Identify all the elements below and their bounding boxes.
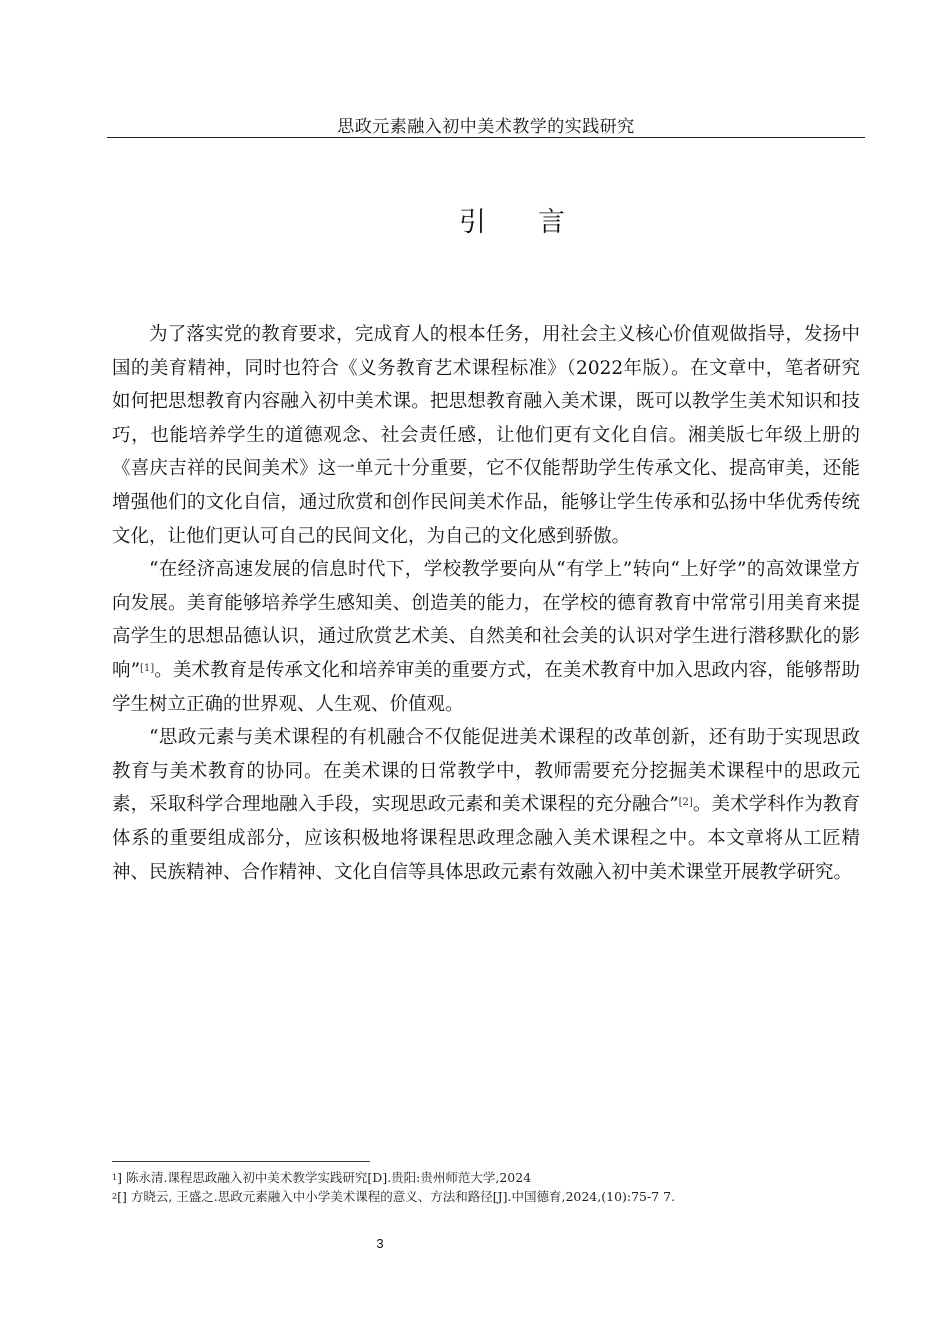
section-title-right: 言 <box>538 207 565 238</box>
footnote-rule <box>112 1161 370 1162</box>
paragraph-1 <box>112 318 860 553</box>
section-title <box>0 200 950 239</box>
footnote-1-mark: 1 <box>112 1173 118 1182</box>
footnote-2 <box>112 1187 872 1206</box>
citation-ref-2[interactable]: [2] <box>678 797 693 809</box>
paragraph-2 <box>112 553 860 721</box>
paragraph-1-text: 为了落实党的教育要求，完成育人的根本任务，用社会主义核心价值观做指导，发扬中国的美育精神，同时也符合《义务教育艺术课程标准》（2022年版）。在文章中，笔者研究如何把思想教育内容融入初中美术课。把思想教育融入美术课，既可以教学生美术知识和技巧，也能培养学生的道德观念、社会责任感，让他们更有文化自信。湘美版七年级上册的《喜庆吉祥的民间美术》这一单元十分重要，它不仅能帮助学生传承文化、提高审美，还能增强他们的文化自信，通过欣赏和创作民间美术作品，能够让学生传承和弘扬中华优秀传统文化，让他们更认可自己的民间文化，为自己的文化感到骄傲。 <box>112 324 860 547</box>
citation-ref-1[interactable]: [1] <box>140 662 155 674</box>
page-number: 3 <box>376 1236 384 1251</box>
header-rule <box>107 137 865 138</box>
footnote-1 <box>112 1168 872 1187</box>
paragraph-3-text-after: 。美术学科作为教育体系的重要组成部分，应该积极地将课程思政理念融入美术课程之中。本文章将从工匠精神、民族精神、合作精神、文化自信等具体思政元素有效融入初中美术课堂开展教学研究。 <box>112 794 860 883</box>
footnotes <box>112 1168 872 1206</box>
paragraph-2-text-after: 。美术教育是传承文化和培养审美的重要方式，在美术教育中加入思政内容，能够帮助学生树立正确的世界观、人生观、价值观。 <box>112 659 860 715</box>
paragraph-3 <box>112 721 860 889</box>
paragraph-3-text-before: “思政元素与美术课程的有机融合不仅能促进美术课程的改革创新，还有助于实现思政教育与美术教育的协同。在美术课的日常教学中，教师需要充分挖掘美术课程中的思政元素，采取科学合理地融入手段，实现思政元素和美术课程的充分融合” <box>112 727 860 816</box>
running-header: 思政元素融入初中美术教学的实践研究 <box>337 117 635 137</box>
footnote-1-text: ] 陈永清.课程思政融入初中美术教学实践研究[D].贵阳:贵州师范大学,2024 <box>117 1170 532 1185</box>
body-text <box>112 318 860 889</box>
paragraph-2-text-before: “在经济高速发展的信息时代下，学校教学要向从“有学上”转向“上好学”的高效课堂方向发展。美育能够培养学生感知美、创造美的能力，在学校的德育教育中常常引用美育来提高学生的思想品德认识，通过欣赏艺术美、自然美和社会美的认识对学生进行潜移默化的影响” <box>112 559 860 681</box>
footnote-2-mark: 2 <box>112 1192 118 1201</box>
section-title-left: 引 <box>459 207 486 238</box>
footnote-2-text: [] 方晓云, 王盛之.思政元素融入中小学美术课程的意义、方法和路径[J].中国德育,2024,(10):75-7 7. <box>117 1189 676 1204</box>
